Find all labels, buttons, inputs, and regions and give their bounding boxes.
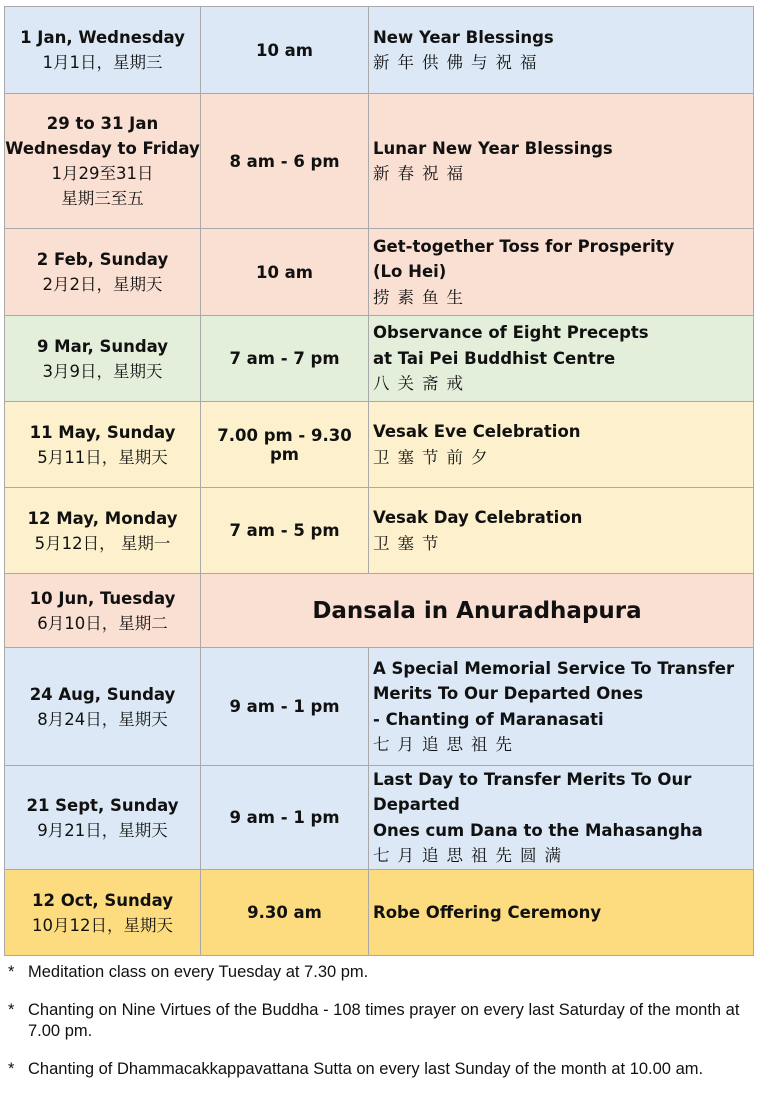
event-english-line2: (Lo Hei) bbox=[373, 262, 447, 282]
event-chinese: 七月追思祖先 bbox=[373, 735, 520, 754]
table-row bbox=[5, 648, 754, 766]
note-item bbox=[6, 1000, 746, 1042]
event-english: Vesak Day Celebration bbox=[373, 508, 583, 527]
date-cell bbox=[5, 316, 201, 402]
event-english: Get-together Toss for Prosperity bbox=[373, 236, 675, 256]
event-chinese: 八关斋戒 bbox=[373, 374, 471, 394]
date-english: 21 Sept, Sunday bbox=[26, 795, 179, 815]
date-chinese: 2月2日，星期天 bbox=[42, 275, 163, 294]
table-row bbox=[5, 870, 754, 956]
time-cell: 9.30 am bbox=[201, 870, 369, 956]
date-chinese: 8月24日，星期天 bbox=[37, 709, 168, 729]
event-english: Last Day to Transfer Merits To Our Departed bbox=[373, 769, 692, 814]
date-chinese: 1月29至31日 bbox=[51, 164, 154, 183]
event-english: A Special Memorial Service To Transfer bbox=[373, 658, 735, 678]
table-row bbox=[5, 766, 754, 870]
time-cell: 8 am - 6 pm bbox=[201, 94, 369, 229]
date-cell bbox=[5, 7, 201, 94]
date-cell bbox=[5, 648, 201, 766]
event-cell bbox=[369, 766, 754, 870]
event-cell bbox=[369, 402, 754, 488]
date-english: 24 Aug, Sunday bbox=[29, 684, 176, 704]
table-row bbox=[5, 574, 754, 648]
event-cell bbox=[369, 488, 754, 574]
date-chinese: 6月10日，星期二 bbox=[37, 613, 168, 633]
table-row bbox=[5, 229, 754, 316]
date-english-days: Wednesday to Friday bbox=[5, 139, 200, 158]
date-cell bbox=[5, 402, 201, 488]
note-text: Chanting on Nine Virtues of the Buddha - 108 times prayer on every last Saturday of the month at 7.00 pm. bbox=[28, 1001, 740, 1040]
event-cell bbox=[369, 7, 754, 94]
event-english-line2: Ones cum Dana to the Mahasangha bbox=[373, 820, 703, 840]
bullet-asterisk: * bbox=[8, 1001, 15, 1019]
event-english: Robe Offering Ceremony bbox=[373, 902, 602, 922]
event-english-line2: at Tai Pei Buddhist Centre bbox=[373, 348, 616, 368]
bullet-asterisk: * bbox=[8, 963, 15, 981]
date-english: 12 Oct, Sunday bbox=[32, 890, 173, 910]
time-cell: 7 am - 7 pm bbox=[201, 316, 369, 402]
event-english: Observance of Eight Precepts bbox=[373, 323, 649, 343]
date-chinese: 3月9日，星期天 bbox=[42, 361, 163, 381]
date-chinese: 5月11日，星期天 bbox=[37, 447, 168, 467]
note-text: Meditation class on every Tuesday at 7.30 pm. bbox=[28, 963, 369, 981]
date-english: 9 Mar, Sunday bbox=[36, 336, 169, 356]
event-chinese: 新年供佛与祝福 bbox=[373, 53, 545, 72]
event-cell bbox=[369, 316, 754, 402]
date-english: 29 to 31 Jan bbox=[46, 114, 159, 133]
date-chinese-days: 星期三至五 bbox=[61, 189, 144, 208]
date-cell bbox=[5, 574, 201, 648]
event-english: Lunar New Year Blessings bbox=[373, 138, 613, 158]
merged-event-cell: Dansala in Anuradhapura bbox=[201, 574, 754, 648]
note-item bbox=[6, 1059, 746, 1080]
note-text: Chanting of Dhammacakkappavattana Sutta on every last Sunday of the month at 10.00 am. bbox=[28, 1060, 704, 1078]
date-chinese: 1月1日，星期三 bbox=[42, 53, 163, 72]
table-row bbox=[5, 94, 754, 229]
event-chinese: 卫塞节前夕 bbox=[373, 447, 496, 467]
table-row bbox=[5, 402, 754, 488]
event-chinese: 卫塞节 bbox=[373, 533, 447, 553]
event-cell bbox=[369, 94, 754, 229]
date-cell bbox=[5, 229, 201, 316]
date-cell bbox=[5, 870, 201, 956]
table-row bbox=[5, 7, 754, 94]
event-english: New Year Blessings bbox=[373, 27, 554, 47]
event-chinese: 新春祝福 bbox=[373, 164, 471, 183]
time-cell: 7 am - 5 pm bbox=[201, 488, 369, 574]
date-english: 2 Feb, Sunday bbox=[36, 250, 169, 269]
event-english-line2: Merits To Our Departed Ones bbox=[373, 684, 644, 703]
event-chinese: 七月追思祖先圆满 bbox=[373, 846, 569, 865]
date-english: 10 Jun, Tuesday bbox=[29, 588, 176, 608]
time-cell: 10 am bbox=[201, 7, 369, 94]
schedule-table bbox=[4, 6, 754, 956]
notes-section bbox=[6, 962, 746, 1097]
time-cell: 7.00 pm - 9.30 pm bbox=[201, 402, 369, 488]
date-english: 1 Jan, Wednesday bbox=[20, 28, 185, 47]
note-item bbox=[6, 962, 746, 983]
table-row bbox=[5, 488, 754, 574]
event-chinese: 捞素鱼生 bbox=[373, 287, 471, 307]
date-english: 12 May, Monday bbox=[27, 508, 178, 528]
event-cell bbox=[369, 229, 754, 316]
table-row bbox=[5, 316, 754, 402]
date-english: 11 May, Sunday bbox=[29, 422, 176, 442]
time-cell: 9 am - 1 pm bbox=[201, 766, 369, 870]
bullet-asterisk: * bbox=[8, 1060, 15, 1078]
date-chinese: 9月21日，星期天 bbox=[37, 820, 168, 840]
event-cell bbox=[369, 870, 754, 956]
date-cell bbox=[5, 766, 201, 870]
event-english-line3: - Chanting of Maranasati bbox=[373, 709, 604, 729]
date-chinese: 10月12日，星期天 bbox=[32, 915, 173, 935]
date-chinese: 5月12日， 星期一 bbox=[34, 533, 171, 553]
time-cell: 10 am bbox=[201, 229, 369, 316]
event-cell bbox=[369, 648, 754, 766]
date-cell bbox=[5, 488, 201, 574]
event-english: Vesak Eve Celebration bbox=[373, 422, 581, 441]
time-cell: 9 am - 1 pm bbox=[201, 648, 369, 766]
date-cell bbox=[5, 94, 201, 229]
